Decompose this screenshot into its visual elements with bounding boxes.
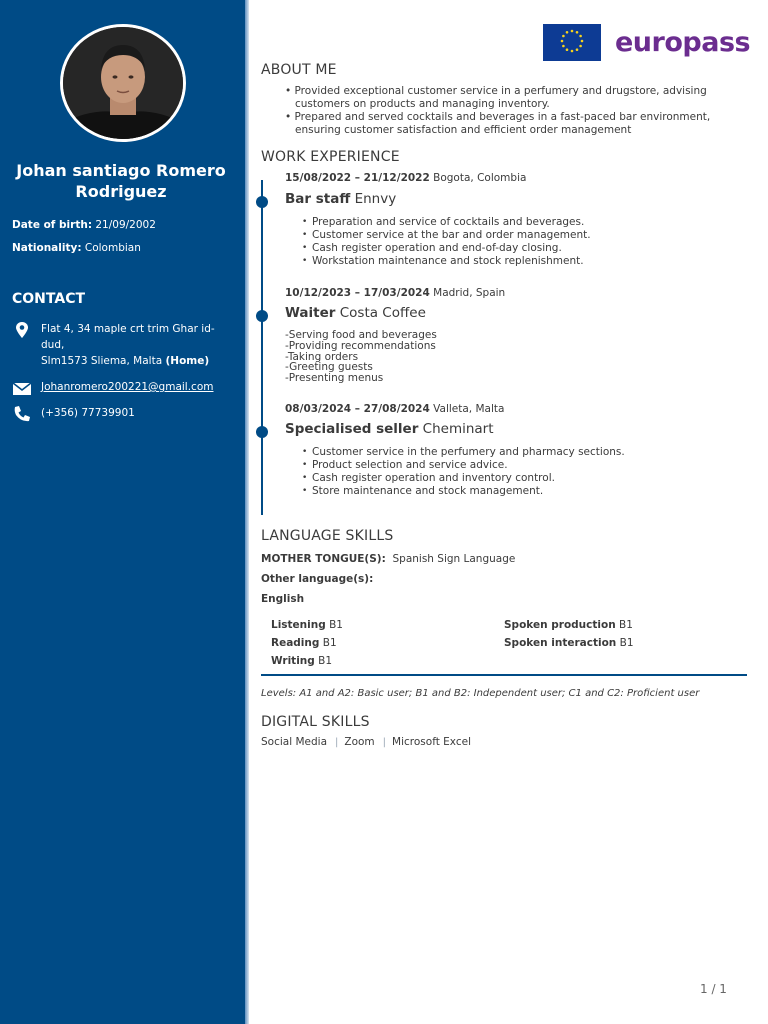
email-text (41, 379, 227, 395)
reading-label: Reading (271, 637, 320, 649)
job-date-range: 10/12/2023 – 17/03/2024 (285, 287, 430, 299)
job-role: Specialised seller (285, 421, 419, 437)
nationality-label: Nationality: (12, 242, 82, 254)
job-role: Bar staff (285, 191, 351, 207)
other-languages (261, 573, 373, 585)
reading-value: B1 (322, 637, 337, 649)
eu-flag-icon (543, 24, 601, 61)
contact-title: CONTACT (12, 291, 86, 307)
job-title (285, 191, 396, 207)
job-duty: • Cash register operation and inventory control. (302, 472, 742, 485)
about-item-text: Provided exceptional customer service in a perfumery and drugstore, advising customers on products and managing inventory. (294, 85, 707, 110)
job-date-range: 15/08/2022 – 21/12/2022 (285, 172, 430, 184)
about-item-text: Prepared and served cocktails and beverages in a fast-paced bar environment, ensuring customer satisfaction and efficient order management (294, 111, 711, 136)
mail-icon (12, 379, 32, 397)
job-company: Ennvy (354, 191, 397, 207)
job-location: Bogota, Colombia (433, 172, 527, 184)
listening-level (271, 619, 343, 631)
job-duty: -Taking orders (285, 350, 359, 363)
about-title: ABOUT ME (261, 62, 337, 78)
digital-skill: Social Media (261, 736, 328, 748)
job-duty: • Customer service in the perfumery and pharmacy sections. (302, 446, 742, 459)
job-title (285, 305, 426, 321)
europass-logo (543, 24, 751, 62)
job-dates (285, 403, 504, 415)
job-role: Waiter (285, 305, 336, 321)
language-divider (261, 674, 747, 676)
spoken-interaction-value: B1 (619, 637, 634, 649)
job-dates (285, 287, 505, 299)
profile-photo (60, 24, 186, 142)
digital-title: DIGITAL SKILLS (261, 714, 370, 730)
digital-skills-list (261, 736, 471, 748)
address-text (41, 321, 227, 369)
job-duty: • Store maintenance and stock management. (302, 485, 742, 498)
nationality (12, 242, 141, 254)
job-duties (302, 446, 742, 498)
contact-email (12, 379, 227, 397)
mother-tongue (261, 553, 515, 565)
levels-note: Levels: A1 and A2: Basic user; B1 and B2: Independent user; C1 and C2: Proficient user (261, 688, 700, 699)
about-item: • Prepared and served cocktails and beverages in a fast-paced bar environment, ensuring customer satisfaction and efficient order management (285, 111, 711, 136)
listening-value: B1 (329, 619, 343, 631)
dob-label: Date of birth: (12, 219, 93, 231)
email-link[interactable]: Johanromero200221@gmail.com (41, 381, 214, 393)
job-company: Cheminart (422, 421, 494, 437)
job-title (285, 421, 494, 437)
timeline-line (261, 180, 263, 515)
location-pin-icon (12, 321, 32, 339)
job-dates (285, 172, 526, 184)
sidebar-edge (245, 0, 249, 1024)
job-duty: -Presenting menus (285, 372, 384, 385)
listening-label: Listening (271, 619, 326, 631)
spoken-production-value: B1 (619, 619, 633, 631)
phone-icon (12, 405, 32, 423)
reading-level (271, 637, 337, 649)
job-duty: • Product selection and service advice. (302, 459, 742, 472)
contact-phone (12, 405, 227, 423)
job-duty: • Customer service at the bar and order management. (302, 229, 742, 242)
page-number: 1 / 1 (700, 982, 727, 996)
timeline-dot (256, 310, 268, 322)
language-name-text: English (261, 593, 305, 605)
dob-value: 21/09/2002 (95, 219, 156, 231)
job-duty: -Serving food and beverages (285, 329, 437, 341)
about-list (277, 85, 717, 137)
candidate-name: Johan santiago Romero Rodriguez (16, 161, 226, 201)
mother-tongue-label: MOTHER TONGUE(S): (261, 553, 386, 565)
job-duty: -Greeting guests (285, 361, 373, 374)
address-line2 (41, 353, 227, 369)
job-location: Madrid, Spain (433, 287, 506, 299)
other-languages-label: Other language(s): (261, 573, 374, 585)
spoken-production-label: Spoken production (504, 619, 616, 631)
job-duties (302, 216, 742, 268)
job-duty: • Cash register operation and end-of-day closing. (302, 242, 742, 255)
date-of-birth (12, 219, 156, 231)
job-duty: -Providing recommendations (285, 339, 436, 352)
writing-value: B1 (318, 655, 333, 667)
job-company: Costa Coffee (339, 305, 426, 321)
logo-text: europass (615, 27, 751, 58)
phone-text: (+356) 77739901 (41, 407, 135, 419)
about-item: • Provided exceptional customer service in a perfumery and drugstore, advising customers on products and managing inventory. (285, 85, 707, 110)
writing-level (271, 655, 332, 667)
timeline-dot (256, 196, 268, 208)
writing-label: Writing (271, 655, 315, 667)
skill-separator: | (382, 737, 387, 748)
skill-separator: | (335, 737, 339, 748)
timeline-dot (256, 426, 268, 438)
job-duty: • Preparation and service of cocktails and beverages. (302, 216, 742, 229)
digital-skill: Microsoft Excel (392, 736, 471, 748)
sidebar (0, 0, 245, 1024)
job-duties (285, 330, 437, 384)
spoken-interaction-label: Spoken interaction (504, 637, 617, 649)
spoken-production-level (504, 619, 633, 631)
contact-address (12, 321, 227, 371)
job-duty: • Workstation maintenance and stock replenishment. (302, 255, 742, 268)
address-line2-text: Slm1573 Sliema, Malta (41, 355, 163, 367)
address-tag: (Home) (165, 355, 210, 367)
spoken-interaction-level (504, 637, 634, 649)
mother-tongue-value: Spanish Sign Language (392, 553, 516, 565)
nationality-value: Colombian (84, 242, 141, 254)
job-date-range: 08/03/2024 – 27/08/2024 (285, 403, 430, 415)
job-location: Valleta, Malta (433, 403, 505, 415)
work-title: WORK EXPERIENCE (261, 149, 400, 165)
digital-skill: Zoom (344, 736, 375, 748)
address-line1: Flat 4, 34 maple crt trim Ghar id-dud, (41, 323, 215, 351)
language-name (261, 593, 304, 605)
language-title: LANGUAGE SKILLS (261, 528, 394, 544)
